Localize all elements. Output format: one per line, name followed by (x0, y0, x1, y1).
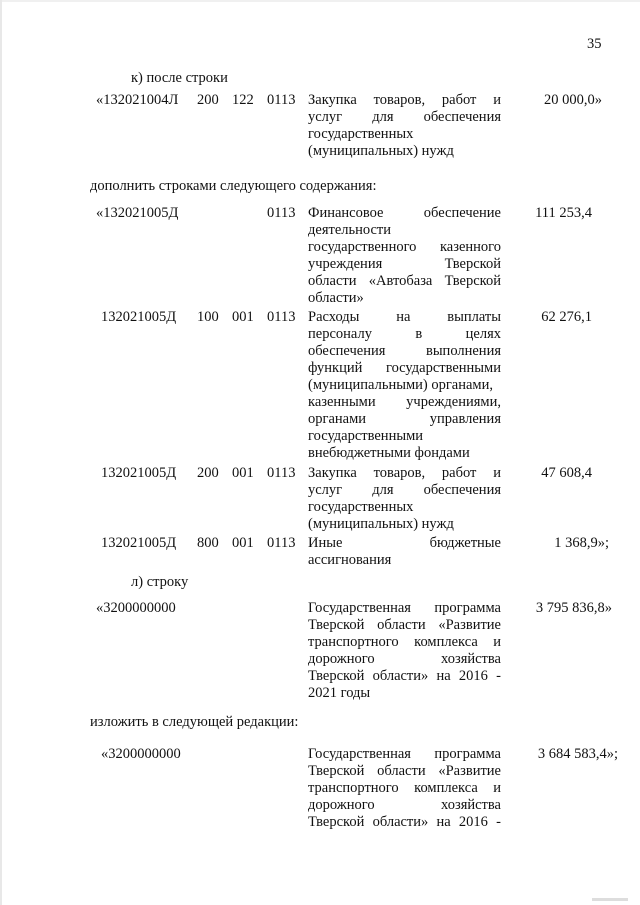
row-amount: 1 368,9»; (554, 535, 609, 551)
item-k-intro: к) после строки (131, 70, 228, 86)
row-description: Государственная программа Тверской области «Развитие транспортного комплекса и дорожного хозяйства Тверской области» на 2016 - (308, 746, 501, 830)
target-code: «132021005Д (96, 205, 179, 221)
row-amount: 62 276,1 (541, 309, 592, 325)
section-code: 0113 (267, 92, 296, 108)
expense-type-code: 200 (197, 465, 219, 481)
item-l-intro: л) строку (131, 574, 189, 590)
target-code: «132021004Л (96, 92, 179, 108)
row-amount: 3 795 836,8» (535, 600, 612, 616)
restate-intro: изложить в следующей редакции: (90, 714, 299, 730)
section-code: 0113 (267, 205, 296, 221)
scan-artifact-left-edge (0, 0, 2, 905)
row-description: Иные бюджетные ассигнования (308, 535, 501, 568)
department-code: 122 (232, 92, 254, 108)
row-description: Государственная программа Тверской области «Развитие транспортного комплекса и дорожного хозяйства Тверской области» на 2016 - 2021 годы (308, 600, 501, 701)
expense-type-code: 800 (197, 535, 219, 551)
row-description: Расходы на выплаты персоналу в целях обеспечения выполнения функций государственными (муниципальными) органами, казенными учреждениями, органами управления государственными внебюджетными фондами (308, 309, 501, 461)
target-code: 132021005Д (101, 465, 177, 481)
scan-artifact-top (0, 0, 640, 2)
row-amount: 3 684 583,4»; (537, 746, 618, 762)
target-code: «3200000000 (101, 746, 181, 762)
row-description: Закупка товаров, работ и услуг для обеспечения государственных (муниципальных) нужд (308, 465, 501, 532)
row-amount: 47 608,4 (541, 465, 592, 481)
row-amount: 20 000,0» (544, 92, 602, 108)
target-code: 132021005Д (101, 535, 177, 551)
section-code: 0113 (267, 535, 296, 551)
row-description: Закупка товаров, работ и услуг для обеспечения государственных (муниципальных) нужд (308, 92, 501, 159)
target-code: 132021005Д (101, 309, 177, 325)
section-code: 0113 (267, 465, 296, 481)
page-number: 35 (587, 36, 602, 52)
row-amount: 111 253,4 (535, 205, 592, 221)
department-code: 001 (232, 535, 254, 551)
department-code: 001 (232, 309, 254, 325)
row-description: Финансовое обеспечение деятельности государственного казенного учреждения Тверской области «Автобаза Тверской области» (308, 205, 501, 306)
section-code: 0113 (267, 309, 296, 325)
department-code: 001 (232, 465, 254, 481)
target-code: «3200000000 (96, 600, 176, 616)
scan-artifact-bottom (592, 898, 628, 901)
add-rows-intro: дополнить строками следующего содержания: (90, 178, 377, 194)
expense-type-code: 200 (197, 92, 219, 108)
expense-type-code: 100 (197, 309, 219, 325)
